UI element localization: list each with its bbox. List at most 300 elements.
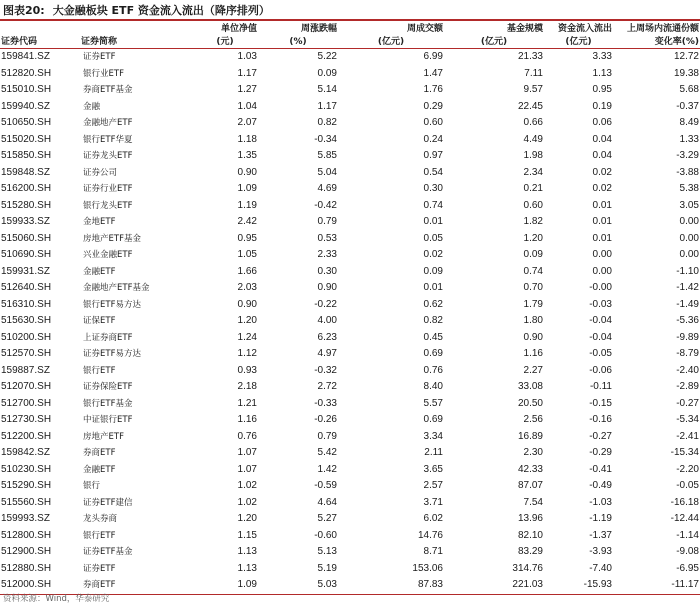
- row-share-chg: -0.37: [676, 100, 699, 112]
- row-code: 515010.SH: [1, 84, 52, 95]
- row-code: 159887.SZ: [1, 364, 50, 376]
- row-share-chg: 19.38: [673, 67, 699, 79]
- table-row: [0, 478, 700, 495]
- row-chg: 6.23: [317, 331, 337, 343]
- row-nav: 1.03: [237, 51, 257, 62]
- row-code: 512700.SH: [1, 397, 52, 409]
- row-chg: -0.26: [314, 414, 337, 425]
- row-code: 159933.SZ: [1, 216, 50, 227]
- row-name: 证券龙头ETF: [83, 151, 133, 161]
- row-code: 512800.SH: [1, 529, 52, 541]
- row-chg: 0.82: [317, 117, 337, 128]
- row-name: 银行ETF易方达: [83, 299, 141, 310]
- row-turnover: 5.57: [423, 397, 443, 409]
- header-chg-line1: 周涨跌幅: [300, 24, 337, 34]
- row-flow: -0.04: [589, 315, 612, 326]
- row-nav: 0.76: [237, 430, 257, 442]
- row-share-chg: -12.44: [670, 513, 699, 524]
- row-code: 515020.SH: [1, 133, 52, 145]
- row-name: 券商ETF基金: [83, 85, 133, 95]
- row-name: 上证券商ETF: [83, 332, 133, 343]
- row-chg: -0.42: [314, 199, 337, 211]
- row-chg: 5.42: [317, 447, 337, 458]
- title-rule: [0, 19, 700, 21]
- row-aum: 4.49: [523, 133, 543, 145]
- row-turnover: 0.01: [423, 282, 443, 293]
- row-share-chg: -1.10: [676, 265, 699, 277]
- row-flow: -1.19: [589, 513, 612, 524]
- row-name: 银行业ETF: [83, 68, 124, 79]
- row-code: 515280.SH: [1, 199, 52, 211]
- row-name: 证券ETF: [83, 563, 116, 574]
- row-flow: -15.93: [544, 577, 613, 594]
- row-name: 金融地产ETF基金: [83, 283, 150, 293]
- row-chg: 5.22: [317, 51, 337, 62]
- row-aum: 0.90: [523, 331, 543, 343]
- row-share-chg: -0.27: [676, 397, 699, 409]
- row-chg: 0.30: [317, 265, 337, 277]
- table-row: [0, 396, 700, 413]
- row-turnover: 6.99: [423, 51, 443, 62]
- row-turnover: 0.69: [423, 414, 443, 425]
- row-code: 512820.SH: [1, 67, 52, 79]
- table-row: [0, 165, 700, 182]
- table-row: [0, 313, 700, 330]
- row-share-chg: 1.33: [679, 133, 699, 145]
- row-aum: 0.60: [523, 199, 543, 211]
- row-code: 512570.SH: [1, 348, 52, 359]
- row-chg: 4.97: [317, 348, 337, 359]
- row-share-chg: -1.42: [676, 282, 699, 293]
- row-nav: 1.21: [237, 397, 257, 409]
- row-nav: 1.09: [237, 183, 257, 194]
- header-turnover-line1: 周成交额: [406, 24, 443, 34]
- row-code: 515850.SH: [1, 150, 52, 161]
- row-chg: -0.60: [314, 529, 337, 541]
- table-row: [0, 181, 700, 198]
- table-row: [0, 198, 700, 215]
- row-chg: -0.34: [314, 133, 337, 145]
- row-nav: 2.42: [237, 216, 257, 227]
- row-code: 510230.SH: [1, 463, 52, 475]
- row-aum: 0.66: [523, 117, 543, 128]
- row-share-chg: -3.29: [676, 150, 699, 161]
- row-share-chg: -2.41: [676, 430, 699, 442]
- row-turnover: 1.76: [423, 84, 443, 95]
- row-turnover: 0.02: [423, 249, 443, 260]
- row-name: 房地产ETF: [83, 431, 124, 442]
- row-aum: 1.82: [523, 216, 543, 227]
- header-share-chg-unit: 变化率(%): [613, 35, 700, 49]
- row-name: 银行龙头ETF: [83, 200, 133, 211]
- row-code: 512640.SH: [1, 282, 52, 293]
- row-aum: 1.20: [523, 232, 543, 244]
- row-chg: 5.14: [317, 84, 337, 95]
- row-nav: 1.09: [192, 577, 258, 594]
- row-name: 证券行业ETF: [83, 184, 133, 194]
- row-turnover: 0.60: [423, 117, 443, 128]
- row-nav: 1.17: [237, 67, 257, 79]
- row-turnover: 0.54: [423, 166, 443, 178]
- row-chg: 0.53: [317, 232, 337, 244]
- row-turnover: 153.06: [412, 562, 443, 574]
- row-share-chg: -1.14: [676, 529, 699, 541]
- row-chg: 4.00: [317, 315, 337, 326]
- row-nav: 1.12: [237, 348, 257, 359]
- row-flow: -0.49: [589, 480, 612, 491]
- row-aum: 16.89: [517, 430, 543, 442]
- row-aum: 1.80: [523, 315, 543, 326]
- row-aum: 83.29: [517, 546, 543, 557]
- row-turnover: 3.71: [423, 496, 443, 508]
- table-row: [0, 132, 700, 149]
- row-flow: 0.00: [592, 249, 612, 260]
- row-chg: 0.09: [317, 67, 337, 79]
- row-share-chg: 8.49: [679, 117, 699, 128]
- row-nav: 0.93: [237, 364, 257, 376]
- row-name: 券商ETF: [83, 448, 116, 458]
- row-name: 金融: [83, 101, 101, 112]
- row-turnover: 6.02: [423, 513, 443, 524]
- row-name: 中证银行ETF: [83, 415, 133, 425]
- row-share-chg: -2.89: [676, 381, 699, 392]
- row-aum: 7.54: [523, 496, 543, 508]
- row-share-chg: 0.00: [679, 232, 699, 244]
- table-row: [0, 49, 700, 66]
- row-share-chg: -11.17: [613, 577, 700, 594]
- row-flow: 0.04: [592, 133, 612, 145]
- table-row: [0, 214, 700, 231]
- row-name: 金地ETF: [83, 217, 116, 227]
- row-aum: 1.98: [523, 150, 543, 161]
- row-share-chg: -6.95: [676, 562, 699, 574]
- header-turnover-unit: (亿元): [338, 35, 444, 49]
- row-flow: 0.02: [592, 183, 612, 194]
- row-flow: 0.02: [592, 166, 612, 178]
- row-name: 证券公司: [83, 167, 118, 178]
- row-nav: 1.19: [237, 199, 257, 211]
- source-note: 资料来源：Wind，华泰研究: [3, 594, 110, 604]
- row-turnover: 0.01: [423, 216, 443, 227]
- row-code: 512730.SH: [1, 414, 52, 425]
- row-nav: 2.18: [237, 381, 257, 392]
- row-chg: -0.32: [314, 364, 337, 376]
- row-chg: 5.27: [317, 513, 337, 524]
- row-nav: 1.05: [237, 249, 257, 260]
- row-aum: 314.76: [512, 562, 543, 574]
- row-code: 512070.SH: [1, 381, 52, 392]
- row-share-chg: -3.88: [676, 166, 699, 178]
- table-row: [0, 247, 700, 264]
- row-flow: -0.27: [589, 430, 612, 442]
- row-nav: 2.07: [237, 117, 257, 128]
- header-flow-line1: 资金流入流出: [557, 24, 612, 34]
- row-turnover: 0.45: [423, 331, 443, 343]
- row-name: 银行ETF基金: [83, 398, 133, 409]
- row-flow: -0.00: [589, 282, 612, 293]
- row-flow: 0.00: [592, 265, 612, 277]
- table-row: [0, 528, 700, 545]
- row-nav: 1.66: [237, 265, 257, 277]
- row-share-chg: -5.34: [676, 414, 699, 425]
- row-nav: 0.95: [237, 232, 257, 244]
- row-aum: 20.50: [517, 397, 543, 409]
- row-turnover: 0.05: [423, 232, 443, 244]
- header-flow-unit: (亿元): [544, 35, 613, 49]
- row-name: 证券ETF易方达: [83, 349, 141, 359]
- row-turnover: 0.62: [423, 298, 443, 310]
- row-flow: -3.93: [589, 546, 612, 557]
- header-share-chg-line1: 上周场内流通份额: [626, 24, 699, 34]
- row-turnover: 1.47: [423, 67, 443, 79]
- row-aum: 7.11: [524, 67, 543, 79]
- figure-caption: 大金融板块 ETF 资金流入流出（降序排列）: [52, 4, 270, 17]
- table-row: [0, 66, 700, 83]
- row-name: 金融ETF: [83, 464, 116, 475]
- row-turnover: 3.34: [423, 430, 443, 442]
- row-flow: 0.04: [592, 150, 612, 161]
- row-nav: 1.02: [237, 496, 257, 508]
- row-turnover: 14.76: [417, 529, 443, 541]
- header-row-2: [0, 35, 700, 49]
- row-aum: 0.70: [523, 282, 543, 293]
- row-chg: 5.13: [317, 546, 337, 557]
- row-nav: 1.27: [237, 84, 257, 95]
- row-chg: 2.72: [317, 381, 337, 392]
- row-code: 510200.SH: [1, 331, 52, 343]
- row-share-chg: 0.00: [679, 216, 699, 227]
- row-chg: 5.85: [317, 150, 337, 161]
- row-turnover: 0.24: [423, 133, 443, 145]
- table-row: [0, 115, 700, 132]
- row-aum: 21.33: [517, 51, 543, 62]
- header-aum-unit: (亿元): [444, 35, 544, 49]
- row-code: 516200.SH: [1, 183, 52, 194]
- row-aum: 87.07: [517, 480, 543, 491]
- header-code: 证券代码: [0, 35, 80, 49]
- row-share-chg: -2.20: [676, 463, 699, 475]
- row-share-chg: -0.05: [676, 480, 699, 491]
- row-turnover: 0.30: [423, 183, 443, 194]
- row-chg: 0.79: [317, 430, 337, 442]
- row-name: 券商ETF: [80, 577, 192, 594]
- row-name: 金融ETF: [83, 266, 116, 277]
- row-code: 515560.SH: [1, 496, 52, 508]
- row-code: 159842.SZ: [1, 447, 50, 458]
- table-row: [0, 264, 700, 281]
- table-row: [0, 346, 700, 363]
- row-name: 龙头券商: [83, 514, 118, 524]
- table-row: [0, 363, 700, 380]
- header-row-1: [0, 23, 700, 35]
- header-chg-unit: (%): [258, 35, 338, 49]
- row-flow: -0.16: [589, 414, 612, 425]
- row-flow: -7.40: [589, 562, 612, 574]
- row-aum: 1.16: [523, 348, 543, 359]
- table-row: [0, 462, 700, 479]
- row-nav: 1.35: [237, 150, 257, 161]
- row-flow: 0.01: [592, 216, 612, 227]
- row-flow: -0.06: [589, 364, 612, 376]
- row-chg: -0.59: [314, 480, 337, 491]
- table-row: [0, 445, 700, 462]
- header-code-spacer: [0, 23, 80, 35]
- table-row: [0, 379, 700, 396]
- row-name: 银行ETF: [83, 365, 116, 376]
- row-nav: 1.16: [237, 414, 257, 425]
- row-code: 512900.SH: [1, 546, 52, 557]
- row-turnover: 0.97: [423, 150, 443, 161]
- row-turnover: 0.76: [423, 364, 443, 376]
- row-flow: -0.11: [589, 381, 612, 392]
- table-row: [0, 511, 700, 528]
- row-nav: 1.20: [237, 315, 257, 326]
- table-row: [0, 330, 700, 347]
- row-turnover: 2.11: [424, 447, 443, 458]
- row-share-chg: -9.89: [676, 331, 699, 343]
- row-code: 516310.SH: [1, 298, 52, 310]
- row-aum: 2.30: [523, 447, 543, 458]
- row-turnover: 8.40: [423, 381, 443, 392]
- table-body: [0, 49, 700, 595]
- row-nav: 1.24: [237, 331, 257, 343]
- row-share-chg: 5.68: [679, 84, 699, 95]
- row-chg: -0.22: [314, 298, 337, 310]
- row-share-chg: -2.40: [676, 364, 699, 376]
- row-aum: 0.21: [523, 183, 543, 194]
- row-flow: 0.06: [592, 117, 612, 128]
- row-share-chg: 3.05: [679, 199, 699, 211]
- row-flow: -0.03: [589, 298, 612, 310]
- row-name: 证保ETF: [83, 316, 116, 326]
- row-flow: 3.33: [592, 51, 612, 62]
- row-flow: -1.37: [589, 529, 612, 541]
- etf-flow-table: [0, 23, 700, 595]
- row-code: 159848.SZ: [1, 166, 50, 178]
- table-row: [0, 412, 700, 429]
- row-name: 证券ETF基金: [83, 547, 133, 557]
- row-turnover: 0.82: [423, 315, 443, 326]
- figure-label: 图表20:: [3, 4, 45, 17]
- row-aum: 22.45: [517, 100, 543, 112]
- header-nav-unit: (元): [192, 35, 258, 49]
- row-share-chg: -15.34: [670, 447, 699, 458]
- row-chg: 1.17: [317, 100, 337, 112]
- row-nav: 2.03: [237, 282, 257, 293]
- row-aum: 2.34: [523, 166, 543, 178]
- table-row: [0, 495, 700, 512]
- row-nav: 1.13: [237, 546, 257, 557]
- header-name-spacer: [80, 23, 192, 35]
- row-share-chg: 0.00: [679, 249, 699, 260]
- row-chg: 1.42: [317, 463, 337, 475]
- row-flow: 0.95: [592, 84, 612, 95]
- row-flow: -0.04: [589, 331, 612, 343]
- row-aum: 82.10: [517, 529, 543, 541]
- row-nav: 0.90: [237, 166, 257, 178]
- row-share-chg: -8.79: [676, 348, 699, 359]
- row-code: 512880.SH: [1, 562, 52, 574]
- row-flow: 0.19: [592, 100, 612, 112]
- row-share-chg: 12.72: [673, 51, 699, 62]
- row-code: 515060.SH: [1, 232, 52, 244]
- row-aum: 221.03: [444, 577, 544, 594]
- row-chg: 0.79: [317, 216, 337, 227]
- row-share-chg: 5.38: [679, 183, 699, 194]
- row-turnover: 0.74: [423, 199, 443, 211]
- row-flow: -0.41: [589, 463, 612, 475]
- row-nav: 1.07: [237, 463, 257, 475]
- row-turnover: 3.65: [423, 463, 443, 475]
- row-aum: 0.74: [523, 265, 543, 277]
- row-name: 证券ETF建信: [83, 497, 133, 508]
- row-share-chg: -16.18: [670, 496, 699, 508]
- row-code: 512000.SH: [0, 577, 80, 594]
- row-aum: 42.33: [517, 463, 543, 475]
- header-nav-line1: 单位净值: [220, 24, 257, 34]
- row-chg: 4.64: [317, 496, 337, 508]
- row-code: 159940.SZ: [1, 100, 50, 112]
- row-chg: 5.19: [317, 562, 337, 574]
- row-flow: 1.13: [592, 67, 612, 79]
- row-share-chg: -9.08: [676, 546, 699, 557]
- row-name: 银行ETF华夏: [83, 134, 133, 145]
- row-turnover: 87.83: [338, 577, 444, 594]
- row-code: 159993.SZ: [1, 513, 50, 524]
- row-code: 515290.SH: [1, 480, 52, 491]
- row-name: 金融地产ETF: [83, 118, 133, 128]
- row-aum: 9.57: [523, 84, 543, 95]
- row-aum: 13.96: [517, 513, 543, 524]
- row-name: 证券保险ETF: [83, 382, 133, 392]
- table-row: [0, 82, 700, 99]
- row-turnover: 0.69: [423, 348, 443, 359]
- header-aum-line1: 基金规模: [506, 24, 543, 34]
- row-share-chg: -5.36: [676, 315, 699, 326]
- row-nav: 1.15: [237, 529, 257, 541]
- row-chg: 4.69: [317, 183, 337, 194]
- table-row: [0, 561, 700, 578]
- row-aum: 0.09: [523, 249, 543, 260]
- row-name: 兴业金融ETF: [83, 250, 133, 260]
- row-aum: 2.56: [523, 414, 543, 425]
- row-flow: -0.29: [589, 447, 612, 458]
- row-name: 房地产ETF基金: [83, 233, 141, 244]
- row-flow: -1.03: [589, 496, 612, 508]
- row-aum: 33.08: [517, 381, 543, 392]
- row-flow: 0.01: [592, 232, 612, 244]
- table-row: [0, 231, 700, 248]
- row-nav: 1.07: [237, 447, 257, 458]
- row-flow: -0.15: [589, 397, 612, 409]
- figure-title: [3, 2, 270, 18]
- row-code: 159931.SZ: [1, 265, 50, 277]
- row-code: 512200.SH: [1, 430, 52, 442]
- row-aum: 2.27: [523, 364, 543, 376]
- row-code: 159841.SZ: [1, 51, 50, 62]
- row-aum: 1.79: [523, 298, 543, 310]
- row-code: 510690.SH: [1, 249, 52, 260]
- row-nav: 1.13: [237, 562, 257, 574]
- row-turnover: 0.29: [423, 100, 443, 112]
- table-row: [0, 429, 700, 446]
- row-nav: 1.02: [237, 480, 257, 491]
- header-name: 证券简称: [80, 35, 192, 49]
- row-chg: 0.90: [317, 282, 337, 293]
- row-nav: 1.18: [237, 133, 257, 145]
- table-row: [0, 297, 700, 314]
- row-nav: 1.04: [237, 100, 257, 112]
